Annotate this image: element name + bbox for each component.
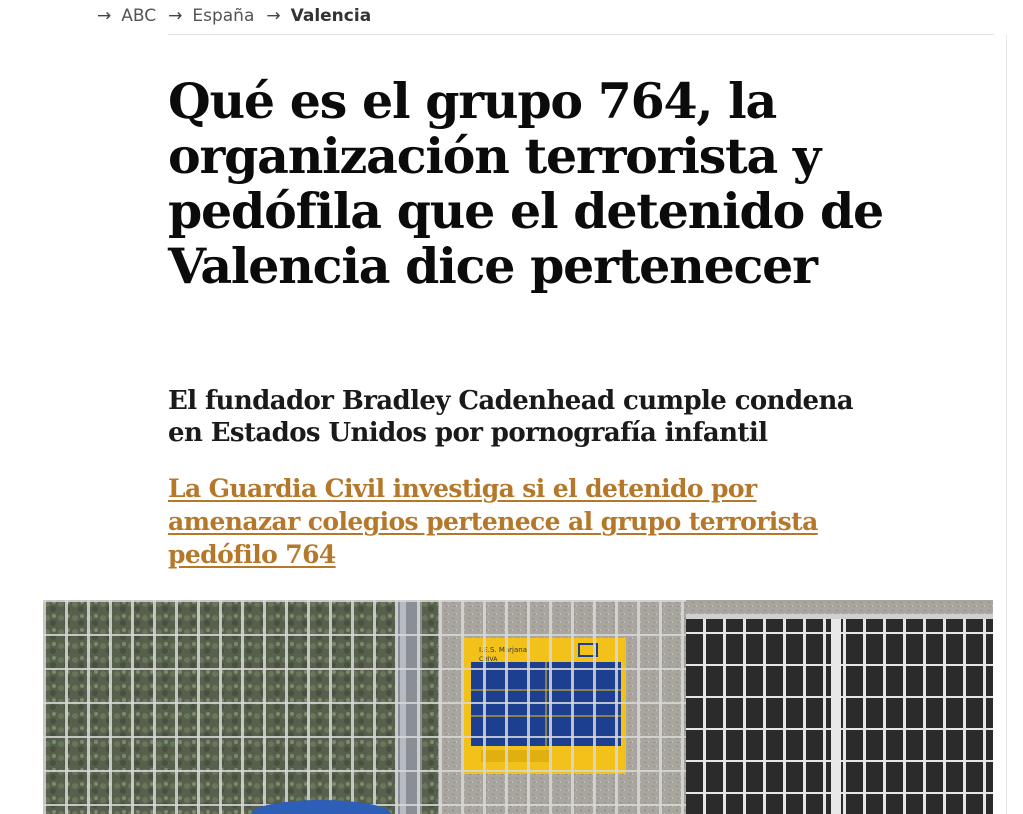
top-divider: [168, 34, 994, 35]
related-article-link[interactable]: La Guardia Civil investiga si el detenido por amenazar colegios pertenece al grupo terrorista pedófilo 764: [168, 474, 818, 569]
article-subtitle: El fundador Bradley Cadenhead cumple condena en Estados Unidos por pornografía infantil: [168, 386, 854, 448]
arrow-right-icon: →: [266, 6, 281, 26]
breadcrumb-item-abc[interactable]: ABC: [121, 6, 157, 26]
breadcrumb-item-valencia[interactable]: Valencia: [290, 6, 372, 26]
right-divider: [1006, 34, 1007, 814]
photo-illustration: [43, 600, 993, 814]
breadcrumb: [97, 5, 383, 27]
breadcrumb-item-espana[interactable]: España: [192, 6, 255, 26]
arrow-right-icon: →: [97, 6, 112, 26]
arrow-right-icon: →: [168, 6, 183, 26]
article-headline: Qué es el grupo 764, la organización terrorista y pedófila que el detenido de Valencia dice pertenecer: [168, 72, 883, 295]
article-main-photo[interactable]: [43, 600, 993, 814]
